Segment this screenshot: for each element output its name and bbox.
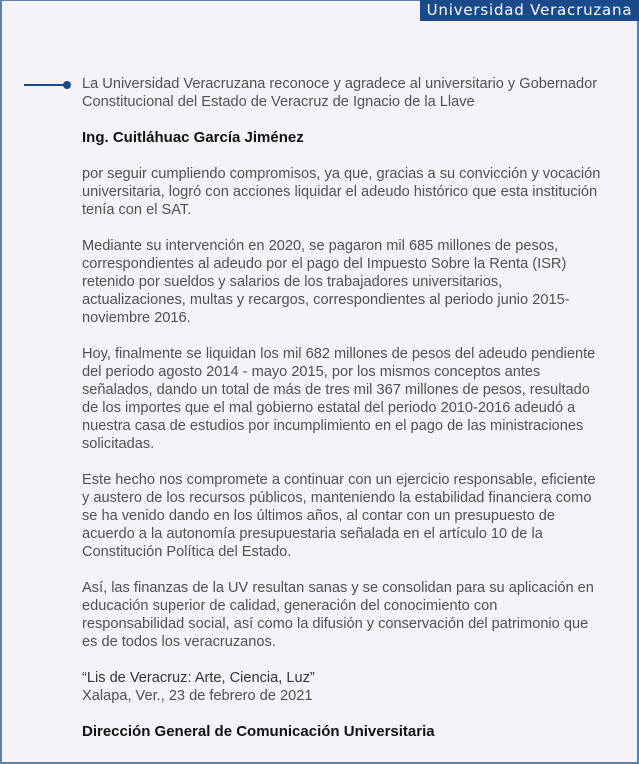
paragraph-1: por seguir cumpliendo compromisos, ya que, gracias a su convicción y vocación universitaria, logró con acciones liquidar el adeudo histórico que esta institución tenía con el SAT. [82, 166, 601, 218]
marker-dot [63, 81, 71, 89]
intro-paragraph: La Universidad Veracruzana reconoce y agradece al universitario y Gobernador Constitucional del Estado de Veracruz de Ignacio de la Llave [82, 76, 598, 110]
header-title: Universidad Veracruzana [420, 0, 639, 21]
place-date: Xalapa, Ver., 23 de febrero de 2021 [82, 688, 313, 704]
bullet-marker-icon [24, 81, 71, 89]
motto: “Lis de Veracruz: Arte, Ciencia, Luz” [82, 670, 315, 686]
honoree-name: Ing. Cuitláhuac García Jiménez [82, 129, 304, 146]
paragraph-4: Este hecho nos compromete a continuar con un ejercicio responsable, eficiente y austero de los recursos públicos, manteniendo la estabilidad financiera como se ha venido dando en los últimos años, al contar con un presupuesto de acuerdo a la autonomía presupuestaria señalada en el artículo 10 de la Constitución Política del Estado. [82, 472, 596, 560]
paragraph-3: Hoy, finalmente se liquidan los mil 682 millones de pesos del adeudo pendiente del periodo agosto 2014 - mayo 2015, por los mismos conceptos antes señalados, dando un total de más de tres mil 367 millones de pesos, resultado de los importes que el mal gobierno estatal del periodo 2010-2016 adeudó a nuestra casa de estudios por incumplimiento en el pago de las ministraciones solicitadas. [82, 346, 596, 452]
marker-line [24, 84, 66, 86]
paragraph-5: Así, las finanzas de la UV resultan sanas y se consolidan para su aplicación en educación superior de calidad, generación del conocimiento con responsabilidad social, así como la difusión y conservación del patrimonio que es de todos los veracruzanos. [82, 580, 594, 650]
signature: Dirección General de Comunicación Universitaria [82, 723, 435, 740]
paragraph-2: Mediante su intervención en 2020, se pagaron mil 685 millones de pesos, correspondientes al adeudo por el pago del Impuesto Sobre la Renta (ISR) retenido por sueldos y salarios de los trabajadores universitarios, actualizaciones, multas y recargos, correspondientes al periodo junio 2015-noviembre 2016. [82, 238, 570, 326]
letter-body [82, 75, 602, 759]
